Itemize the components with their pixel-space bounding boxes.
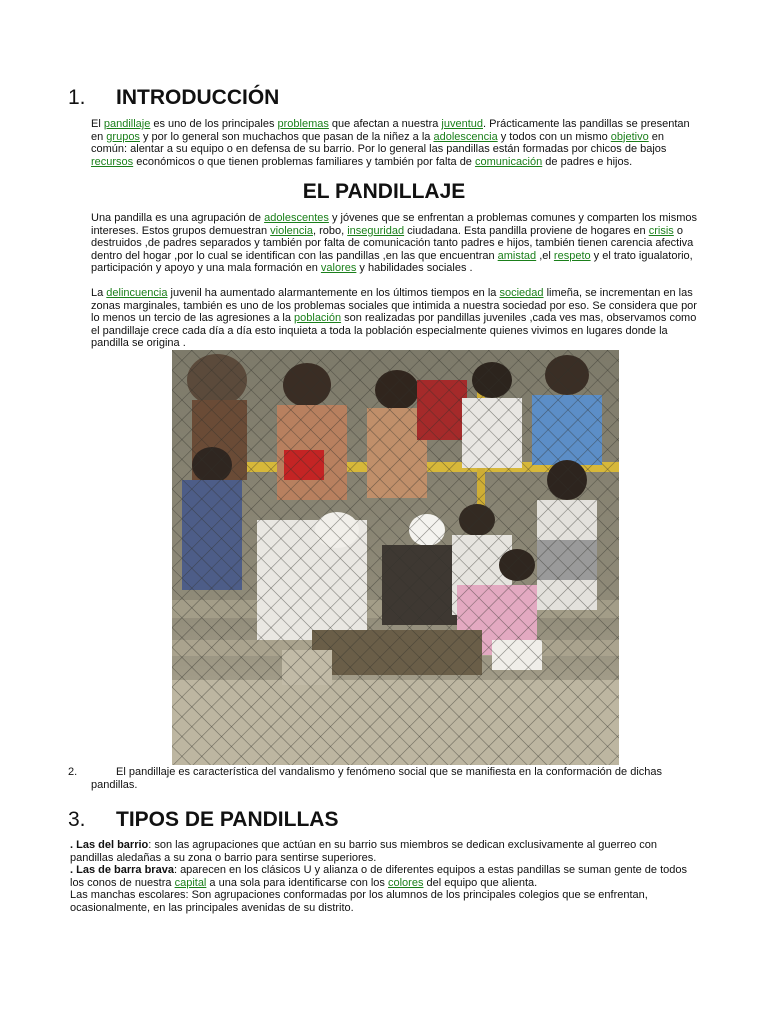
link-poblaci-n[interactable]: población [294,312,342,325]
text-segment: limeña, se incrementan en las zonas marginales, también es uno de los problemas sociales que intimida a nuestra sociedad por eso. Se considera que por lo menos un tercio de las agresiones a la [91,287,697,325]
item-2-text: El pandillaje es característica del vandalismo y fenómeno social que se manifiesta en la conformación de dichas pandillas. [91,766,663,791]
text-segment: y el trato igualatorio, participación y apoyo y una mala formación en [91,249,693,275]
text-segment: es uno de los principales [150,118,278,130]
intro-paragraph [91,118,699,168]
link-respeto[interactable]: respeto [553,249,591,262]
text-segment: , robo, [312,224,348,237]
pandilla-photo [172,350,619,765]
text-segment: del equipo que alienta. [423,876,538,889]
text-segment: : aparecen en los clásicos U y alianza o de diferentes equipos a estas pandillas se suman gente de todos los conos de nuestra [70,864,687,889]
text-segment: a una sola para identificarse con los [206,876,388,889]
text-segment: de padres e hijos. [542,155,633,168]
link-juventud[interactable]: juventud [441,118,483,130]
text-segment: . Prácticamente las pandillas se presentan en [91,118,690,143]
link-capital[interactable]: capital [174,876,207,889]
link-pandillaje[interactable]: pandillaje [103,118,151,130]
text-segment: Las manchas escolares: Son agrupaciones conformadas por los alumnos de los principales colegios que se enfrentan, ocasionalmente, en las principales avenidas de su distrito. [70,889,648,914]
pandillaje-paragraph-2 [91,287,697,350]
text-segment: que afectan a nuestra [328,118,442,130]
text-segment: : son las agrupaciones que actúan en su barrio sus miembros se dedican exclusivamente al guerreo con pandillas aledañas a su zona o barrio para sentirse superiores. [70,839,657,864]
pandillaje-paragraph-1 [91,212,697,275]
pandillaje-heading: EL PANDILLAJE [302,180,466,203]
text-segment: y habilidades sociales . [356,262,473,275]
text-segment: y jóvenes que se enfrentan a problemas comunes y comparten los mismos intereses. Estos grupos demuestran [91,212,697,237]
bold-term: . Las de barra brava [70,864,174,877]
section-number: 1. [68,86,86,109]
link-problemas[interactable]: problemas [277,118,329,130]
link-comunicaci-n[interactable]: comunicación [474,155,543,168]
link-recursos[interactable]: recursos [91,155,134,168]
section-title: INTRODUCCIÓN [116,86,280,109]
link-grupos[interactable]: grupos [106,130,140,143]
link-delincuencia[interactable]: delincuencia [106,287,168,299]
section-heading-tipos [68,808,338,832]
text-segment: y por lo general son muchachos que pasan de la niñez a la [139,130,434,143]
text-segment: en común: alentar a su equipo o en defensa de su barrio. Por lo general las pandillas están formadas por chicos de bajos [91,130,667,156]
link-crisis[interactable]: crisis [648,224,674,237]
text-segment: o destruidos ,de padres separados y también por falta de comunicación tanto padres e hijos, también tienen carencia afectiva dentro del hogar ,por lo cual se identifican con las pandillas ,en las que encuentran [91,224,694,262]
link-valores[interactable]: valores [320,262,357,275]
link-adolescencia[interactable]: adolescencia [433,130,498,143]
link-violencia[interactable]: violencia [270,224,313,237]
link-objetivo[interactable]: objetivo [610,130,649,143]
bold-term: . Las del barrio [70,839,149,851]
tipos-paragraph [70,839,702,915]
link-amistad[interactable]: amistad [497,249,537,262]
text-segment: El [91,118,104,130]
text-segment: son realizadas por pandillas juveniles ,cada ves mas, observamos como el pandillaje crece cada día a día esto inquieta a toda la población especialmente quienes vivimos en lugares donde la pandilla se origina . [91,312,697,350]
item-2-number: 2. [68,766,78,778]
text-segment: ,el [536,249,554,262]
text-segment: juvenil ha aumentado alarmantemente en los últimos tiempos en la [167,287,500,299]
text-segment: Una pandilla es una agrupación de [91,212,265,224]
link-inseguridad[interactable]: inseguridad [347,224,405,237]
section-heading-introduccion [68,86,279,110]
section-number: 3. [68,808,86,831]
text-segment: y todos con un mismo [497,130,611,143]
section-title: TIPOS DE PANDILLAS [116,808,339,831]
photo-crowd-behind-fence-icon [172,350,619,765]
link-adolescentes[interactable]: adolescentes [264,212,329,224]
link-sociedad[interactable]: sociedad [499,287,544,299]
text-segment: económicos o que tienen problemas familiares y también por falta de [133,155,475,168]
link-colores[interactable]: colores [387,876,424,889]
text-segment: ciudadana. Esta pandilla proviene de hogares en [404,224,649,237]
text-segment: La [91,287,107,299]
